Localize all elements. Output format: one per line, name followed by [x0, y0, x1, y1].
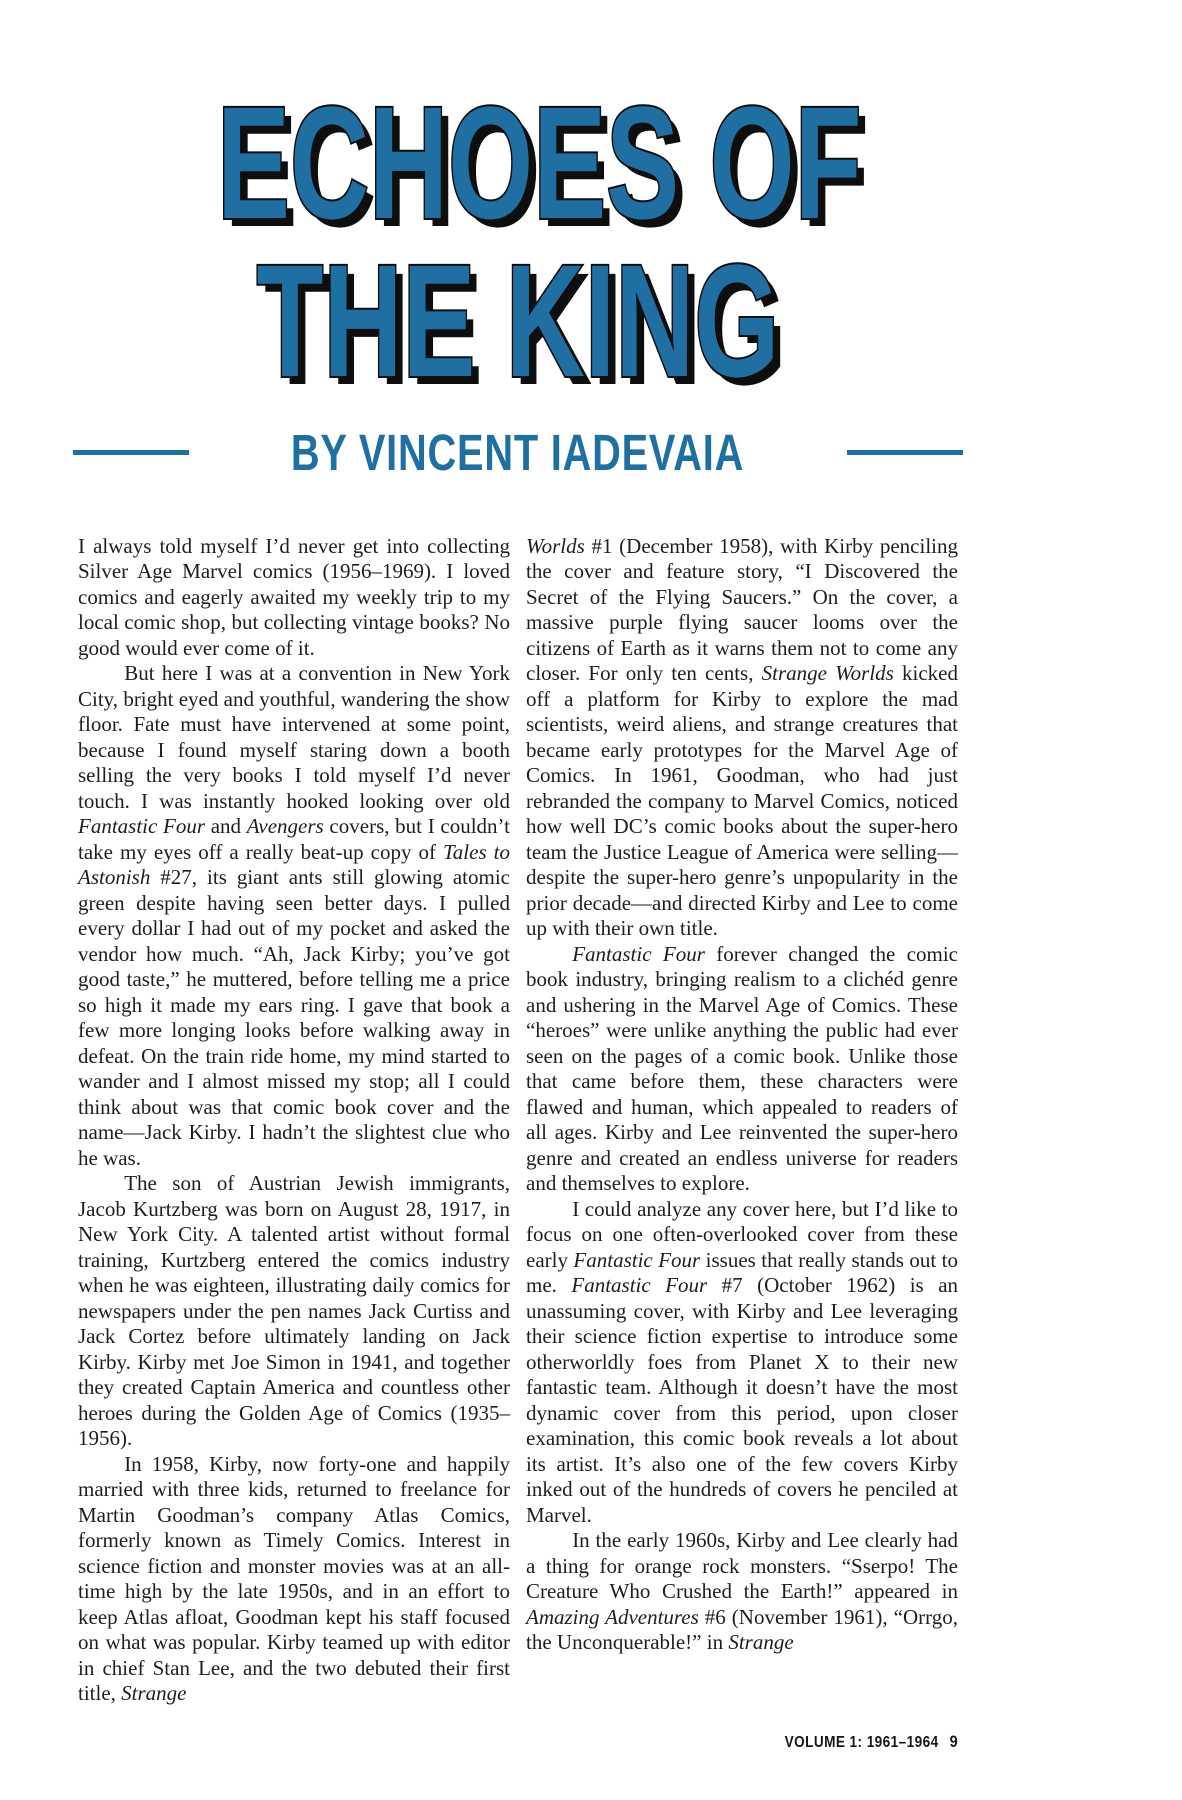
byline [78, 423, 958, 481]
paragraph: Worlds #1 (December 1958), with Kirby penciling the cover and feature story, “I Discovered the Secret of the Flying Saucers.” On the cover, a massive purple flying saucer looms over the citizens of Earth as it warns them not to come any closer. For only ten cents, Strange Worlds kicked off a platform for Kirby to explore the mad scientists, weird aliens, and strange creatures that became early prototypes for the Marvel Age of Comics. In 1961, Goodman, who had just rebranded the company to Marvel Comics, noticed how well DC’s comic books about the super-hero team the Justice League of America were selling—despite the super-hero genre’s unpopularity in the prior decade—and directed Kirby and Lee to come up with their own title. [526, 533, 958, 941]
paragraph: In the early 1960s, Kirby and Lee clearly had a thing for orange rock monsters. “Sserpo! The Creature Who Crushed the Earth!” appeared in Amazing Adventures #6 (November 1961), “Orrgo, the Unconquerable!” in Strange [526, 1528, 959, 1655]
byline-text: BY VINCENT IADEVAIA [291, 423, 745, 481]
page-footer [784, 1732, 958, 1752]
paragraph: But here I was at a convention in New York City, bright eyed and youthful, wandering the show floor. Fate must have intervened at some point, because I found myself staring down a booth selling the very books I told myself I’d never touch. I was instantly hooked looking over old Fantastic Four and Avengers covers, but I couldn’t take my eyes off a really beat-up copy of Tales to Astonish #27, its giant ants still glowing atomic green despite having seen better days. I pulled every dollar I had out of my pocket and asked the vendor how much. “Ah, Jack Kirby; you’ve got good taste,” he muttered, before telling me a price so high it made my ears ring. I gave that book a few more longing looks before walking away in defeat. On the train ride home, my mind started to wander and I almost missed my stop; all I could think about was that comic book cover and the name—Jack Kirby. I hadn’t the slightest clue who he was. [78, 661, 511, 1170]
paragraph: The son of Austrian Jewish immigrants, Jacob Kurtzberg was born on August 28, 1917, in New York City. A talented artist without formal training, Kurtzberg entered the comics industry when he was eighteen, illustrating daily comics for newspapers under the pen names Jack Curtiss and Jack Cortez before ultimately landing on Jack Kirby. Kirby met Joe Simon in 1941, and together they created Captain America and countless other heroes during the Golden Age of Comics (1935–1956). [78, 1171, 510, 1451]
article-body [78, 534, 958, 1707]
paragraph: In 1958, Kirby, now forty-one and happily married with three kids, returned to freelance for Martin Goodman’s company Atlas Comics, formerly known as Timely Comics. Interest in science fiction and monster movies was at an all-time high by the late 1950s, and in an effort to keep Atlas afloat, Goodman kept his staff focused on what was popular. Kirby teamed up with editor in chief Stan Lee, and the two debuted their first title, Strange [78, 1451, 510, 1706]
byline-rule-right [847, 450, 963, 455]
paragraph: I always told myself I’d never get into collecting Silver Age Marvel comics (1956–1969). I loved comics and eagerly awaited my weekly trip to my local comic shop, but collecting vintage books? No good would ever come of it. [78, 533, 510, 660]
title-line-2: THE KING [256, 231, 780, 411]
page [78, 0, 958, 1800]
article-column-left [78, 534, 510, 1707]
byline-rule-left [73, 450, 189, 455]
title-line-1: ECHOES OF [217, 73, 862, 252]
paragraph: I could analyze any cover here, but I’d like to focus on one often-overlooked cover from these early Fantastic Four issues that really stands out to me. Fantastic Four #7 (October 1962) is an unassuming cover, with Kirby and Lee leveraging their science fiction expertise to introduce some otherworldly foes from Planet X to their new fantastic team. Although it doesn’t have the most dynamic cover from this period, upon closer examination, this comic book reveals a lot about its artist. It’s also one of the few covers Kirby inked out of the hundreds of covers he penciled at Marvel. [526, 1196, 959, 1527]
page-number: 9 [949, 1732, 958, 1751]
article-title [78, 73, 958, 411]
volume-label: VOLUME 1: 1961–1964 [784, 1734, 939, 1751]
paragraph: Fantastic Four forever changed the comic book industry, bringing realism to a clichéd genre and ushering in the Marvel Age of Comics. These “heroes” were unlike anything the public had ever seen on the pages of a comic book. Unlike those that came before them, these characters were flawed and human, which appealed to readers of all ages. Kirby and Lee reinvented the super-hero genre and created an endless universe for readers and themselves to explore. [526, 941, 958, 1196]
article-column-right [526, 534, 958, 1707]
